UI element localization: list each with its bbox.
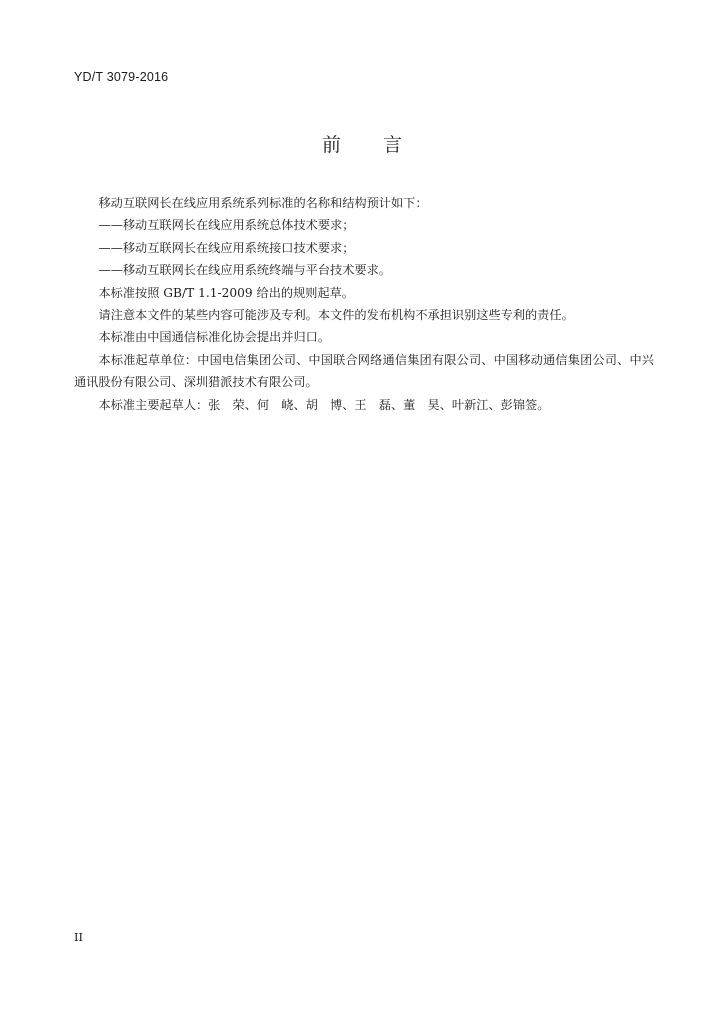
page-title: 前言 (321, 134, 444, 156)
paragraph-proposer: 本标准由中国通信标准化协会提出并归口。 (98, 330, 331, 345)
list-item-general-requirements: ——移动互联网长在线应用系统总体技术要求； (98, 218, 355, 233)
list-item-terminal-platform-requirements: ——移动互联网长在线应用系统终端与平台技术要求。 (98, 263, 391, 278)
paragraph-drafters: 本标准主要起草人：张 荣、何 峣、胡 博、王 磊、董 昊、叶新江、彭锦签。 (98, 397, 550, 412)
page-number: II (74, 930, 84, 944)
paragraph-patent-notice: 请注意本文件的某些内容可能涉及专利。本文件的发布机构不承担识别这些专利的责任。 (98, 308, 574, 323)
list-item-interface-requirements: ——移动互联网长在线应用系统接口技术要求； (98, 240, 355, 255)
document-number: YD/T 3079-2016 (74, 70, 169, 84)
paragraph-series-intro: 移动互联网长在线应用系统系列标准的名称和结构预计如下： (98, 196, 428, 210)
foreword-body (74, 192, 654, 416)
paragraph-drafting-units: 本标准起草单位：中国电信集团公司、中国联合网络通信集团有限公司、中国移动通信集团公司、中兴通讯股份有限公司、深圳猎派技术有限公司。 (74, 352, 654, 390)
paragraph-drafting-rules: 本标准按照 GB/T 1.1-2009 给出的规则起草。 (98, 285, 355, 300)
